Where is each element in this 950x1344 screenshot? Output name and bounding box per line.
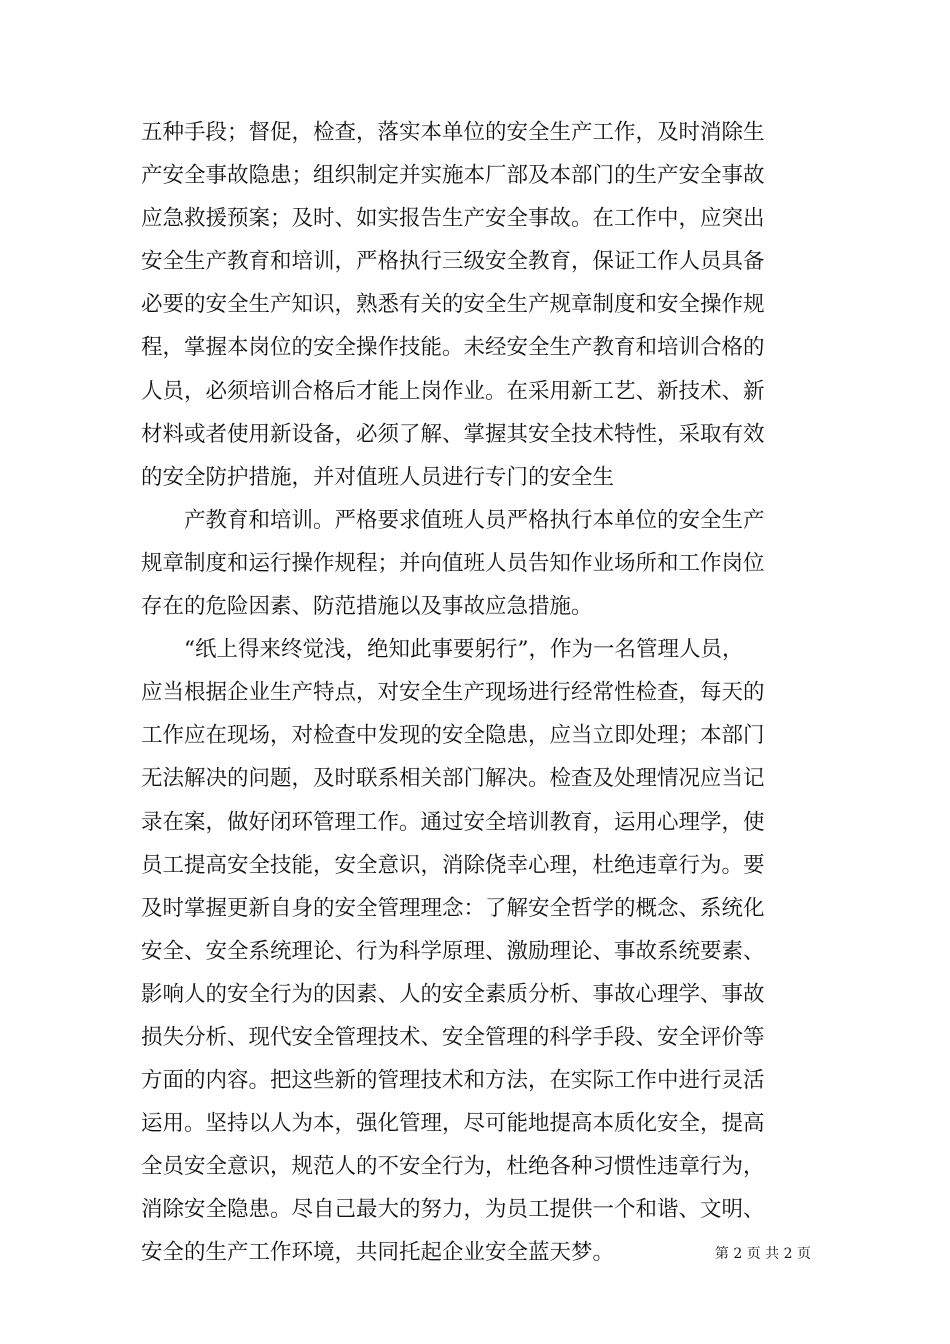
text-line: 安全、安全系统理论、行为科学原理、激励理论、事故系统要素、 — [141, 938, 765, 964]
text-line: 无法解决的问题，及时联系相关部门解决。检查及处理情况应当记 — [141, 766, 765, 792]
text-line: 方面的内容。把这些新的管理技术和方法，在实际工作中进行灵活 — [141, 1068, 765, 1094]
text-line: 程，掌握本岗位的安全操作技能。未经安全生产教育和培训合格的 — [141, 335, 765, 361]
text-line: 及时掌握更新自身的安全管理理念：了解安全哲学的概念、系统化 — [141, 895, 765, 921]
text-line: 必要的安全生产知识，熟悉有关的安全生产规章制度和安全操作规 — [141, 292, 765, 318]
text-line: 五种手段；督促，检查，落实本单位的安全生产工作，及时消除生 — [141, 120, 765, 145]
paragraph-start-line: 产教育和培训。严格要求值班人员严格执行本单位的安全生产 — [184, 507, 765, 533]
body-text — [141, 111, 811, 1275]
text-line: 全员安全意识，规范人的不安全行为，杜绝各种习惯性违章行为， — [141, 1154, 765, 1180]
page-number: 第 2 页 共 2 页 — [714, 1246, 811, 1262]
text-line: 产安全事故隐患；组织制定并实施本厂部及本部门的生产安全事故 — [141, 163, 765, 189]
text-line: 材料或者使用新设备，必须了解、掌握其安全技术特性，采取有效 — [141, 421, 765, 447]
text-line: 运用。坚持以人为本，强化管理，尽可能地提高本质化安全，提高 — [141, 1111, 765, 1137]
text-line: 损失分析、现代安全管理技术、安全管理的科学手段、安全评价等 — [141, 1024, 765, 1050]
text-line: 安全的生产工作环境，共同托起企业安全蓝天梦。 — [141, 1240, 615, 1266]
text-line: 存在的危险因素、防范措施以及事故应急措施。 — [141, 594, 593, 620]
text-line: 员工提高安全技能，安全意识，消除侥幸心理，杜绝违章行为。要 — [141, 852, 765, 878]
text-line: 应当根据企业生产特点，对安全生产现场进行经常性检查，每天的 — [141, 680, 765, 706]
paragraph-start-line: “纸上得来终觉浅，绝知此事要躬行”，作为一名管理人员， — [184, 637, 744, 663]
text-line: 规章制度和运行操作规程；并向值班人员告知作业场所和工作岗位 — [141, 550, 765, 576]
text-line: 应急救援预案；及时、如实报告生产安全事故。在工作中，应突出 — [141, 206, 765, 232]
text-line: 工作应在现场，对检查中发现的安全隐患，应当立即处理；本部门 — [141, 723, 765, 749]
text-line: 人员，必须培训合格后才能上岗作业。在采用新工艺、新技术、新 — [141, 378, 765, 404]
text-line: 录在案，做好闭环管理工作。通过安全培训教育，运用心理学，使 — [141, 809, 765, 835]
text-line: 消除安全隐患。尽自己最大的努力，为员工提供一个和谐、文明、 — [141, 1197, 765, 1223]
text-line: 安全生产教育和培训，严格执行三级安全教育，保证工作人员具备 — [141, 249, 765, 275]
text-line: 影响人的安全行为的因素、人的安全素质分析、事故心理学、事故 — [141, 981, 765, 1007]
text-line: 的安全防护措施，并对值班人员进行专门的安全生 — [141, 464, 615, 490]
